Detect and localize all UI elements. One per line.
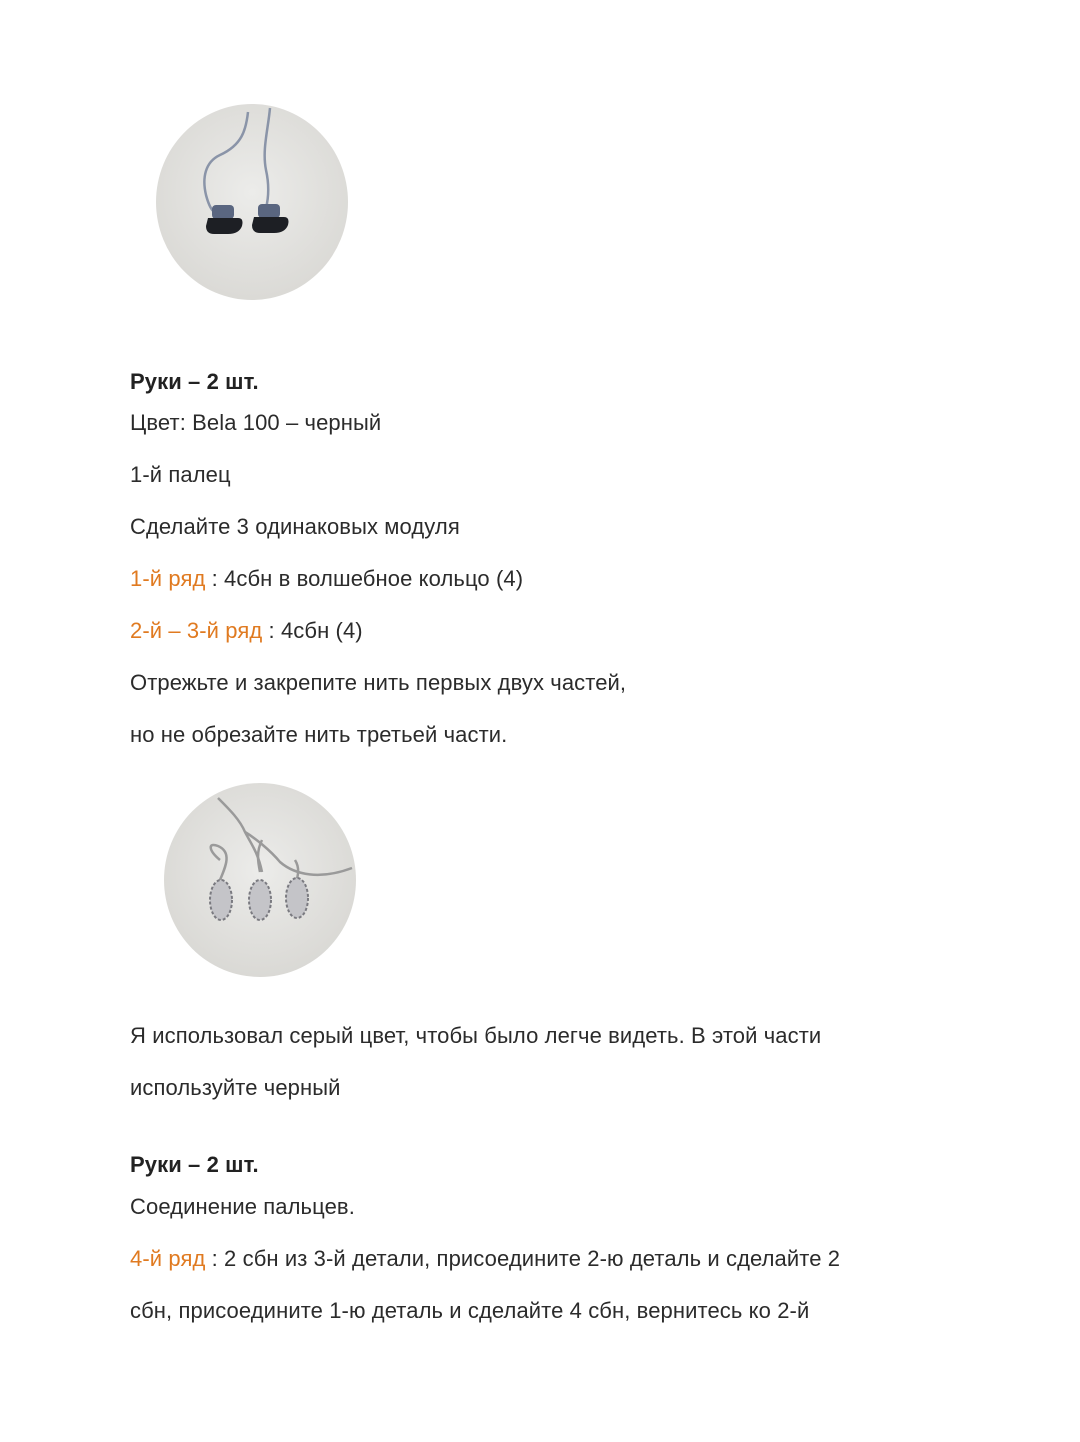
row-1-instruction	[130, 565, 523, 593]
row-2-3-instruction	[130, 617, 363, 645]
row-1-text: : 4сбн в волшебное кольцо (4)	[205, 566, 524, 591]
section-heading-2: Руки – 2 шт.	[130, 1152, 259, 1177]
section-heading: Руки – 2 шт.	[130, 369, 259, 394]
row-4-label: 4-й ряд	[130, 1246, 206, 1271]
row-4-instruction	[130, 1245, 840, 1273]
photo-two-hand-pieces	[150, 100, 355, 305]
note-line-1: Я использовал серый цвет, чтобы было легче видеть. В этой части	[130, 1023, 822, 1048]
photo-three-fingers	[160, 780, 360, 980]
note-line-2: используйте черный	[130, 1075, 341, 1100]
cut-instruction-line-2: но не обрезайте нить третьей части.	[130, 722, 508, 747]
finger-title: 1-й палец	[130, 462, 231, 487]
section-subtitle: Соединение пальцев.	[130, 1194, 355, 1219]
cut-instruction-line-1: Отрежьте и закрепите нить первых двух частей,	[130, 670, 627, 695]
row-4-continuation: сбн, присоедините 1-ю деталь и сделайте 4 сбн, вернитесь ко 2-й	[130, 1298, 810, 1323]
yarn-color-line: Цвет: Bela 100 – черный	[130, 410, 382, 435]
instruction-line: Сделайте 3 одинаковых модуля	[130, 514, 460, 539]
row-2-3-label: 2-й – 3-й ряд	[130, 618, 263, 643]
row-4-text: : 2 сбн из 3-й детали, присоедините 2-ю деталь и сделайте 2	[205, 1246, 841, 1271]
row-1-label: 1-й ряд	[130, 566, 206, 591]
row-2-3-text: : 4сбн (4)	[262, 618, 363, 643]
